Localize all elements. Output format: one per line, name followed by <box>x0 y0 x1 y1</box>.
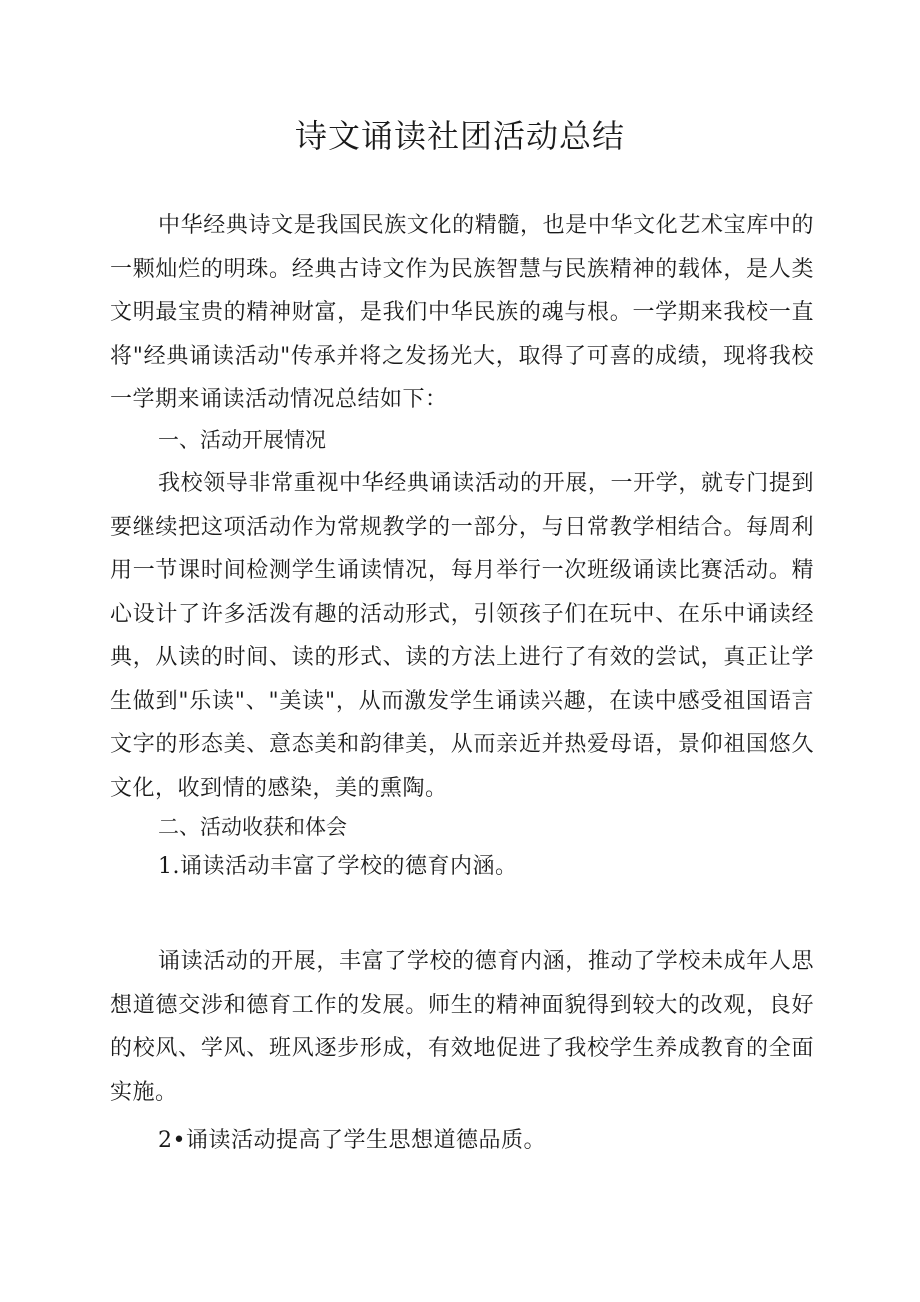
section-heading-gains: 二、活动收获和体会 <box>158 815 347 839</box>
list-item-moral-education: 1.诵读活动丰富了学校的德育内涵。 <box>158 854 518 879</box>
document-title: 诗文诵读社团活动总结 <box>294 117 625 155</box>
intro-paragraph: 中华经典诗文是我国民族文化的精髓，也是中华文化艺术宝库中的一颗灿烂的明珠。经典古诗文作为民族智慧与民族精神的载体，是人类文明最宝贵的精神财富，是我们中华民族的魂与根。一学期来我校一直将"经典诵读活动"传承并将之发扬光大，取得了可喜的成绩，现将我校一学期来诵读活动情况总结如下： <box>110 213 814 412</box>
section-body-activities: 我校领导非常重视中华经典诵读活动的开展，一开学，就专门提到要继续把这项活动作为常规教学的一部分，与日常教学相结合。每周利用一节课时间检测学生诵读情况，每月举行一次班级诵读比赛活动。精心设计了许多活泼有趣的活动形式，引领孩子们在玩中、在乐中诵读经典，从读的时间、读的形式、读的方法上进行了有效的尝试，真正让学生做到"乐读"、"美读"，从而激发学生诵读兴趣，在读中感受祖国语言文字的形态美、意态美和韵律美，从而亲近并热爱母语，景仰祖国悠久文化，收到情的感染，美的熏陶。 <box>110 471 814 801</box>
list-item-moral-quality: 2•诵读活动提高了学生思想道德品质。 <box>158 1128 546 1153</box>
section-heading-activities: 一、活动开展情况 <box>158 428 326 452</box>
item-body-moral-education: 诵读活动的开展，丰富了学校的德育内涵，推动了学校未成年人思想道德交涉和德育工作的发展。师生的精神面貌得到较大的改观，良好的校风、学风、班风逐步形成，有效地促进了我校学生养成教育的全面实施。 <box>110 949 814 1105</box>
